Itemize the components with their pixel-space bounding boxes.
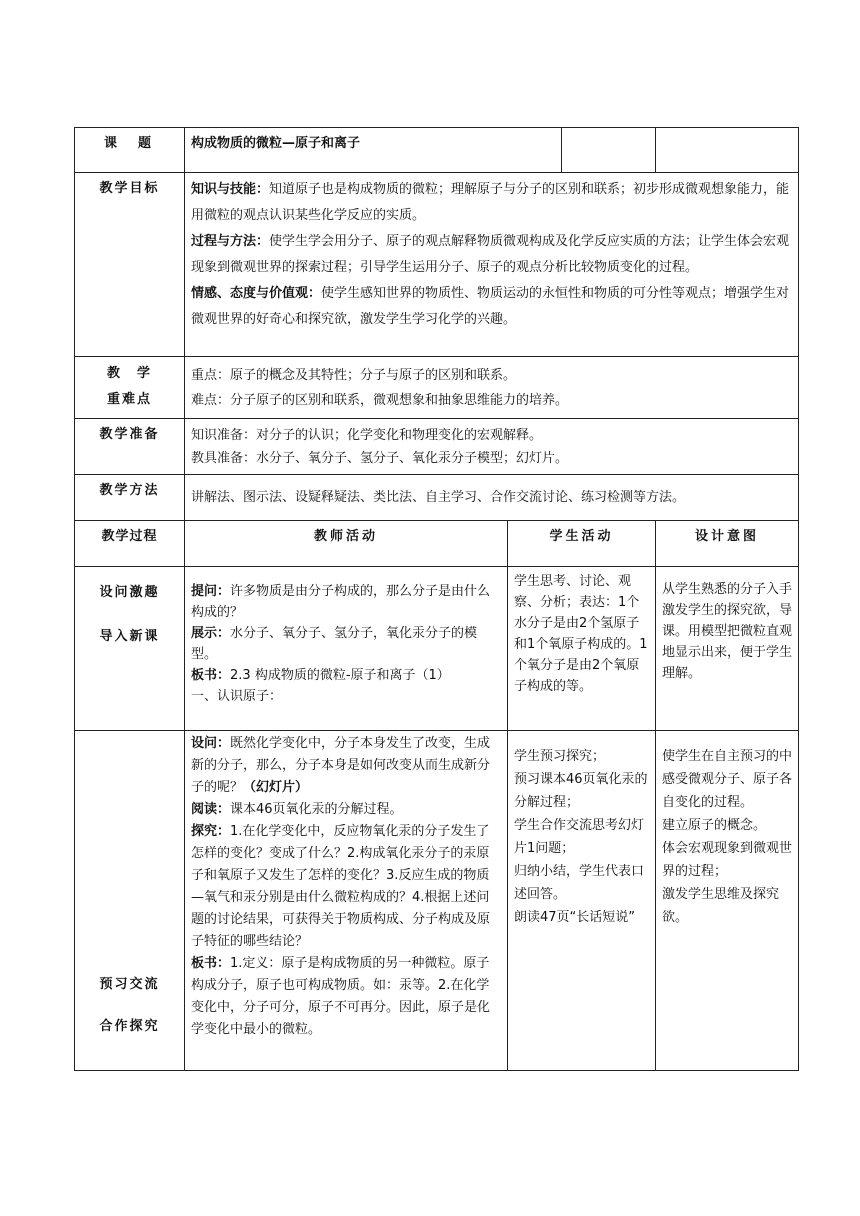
objectives-label: 教学目标	[75, 173, 185, 357]
key-point-difficulty: 难点：分子原子的区别和联系，微观想象和抽象思维能力的培养。	[191, 392, 569, 408]
stage2-label-line1: 预习交流	[99, 977, 160, 992]
key-points-label-line2: 重难点	[106, 392, 152, 407]
stage2-design-item: 建立原子的概念。	[662, 818, 767, 833]
stage1-row	[75, 567, 799, 731]
course-extra-cell-2	[656, 128, 799, 173]
stage2-question-head: 设问：	[191, 736, 231, 751]
objective-process	[191, 229, 792, 281]
stage1-board	[191, 665, 501, 686]
process-header-row	[75, 521, 799, 567]
stage2-design	[656, 731, 799, 1071]
stage2-board-head: 板书：	[191, 956, 231, 971]
stage1-display	[191, 623, 501, 665]
student-activity-header: 学生活动	[508, 521, 656, 567]
stage2-student-item: 归纳小结，学生代表口述回答。	[514, 864, 645, 902]
objective-knowledge-text: 知道原子也是构成物质的微粒；理解原子与分子的区别和联系；初步形成微观想象能力，能用微粒的观点认识某些化学反应的实质。	[191, 182, 790, 223]
preparation-label: 教学准备	[75, 419, 185, 475]
stage2-student	[508, 731, 656, 1071]
objectives-row	[75, 173, 799, 357]
key-points-label	[75, 357, 185, 419]
lesson-plan-table	[74, 127, 799, 1071]
methods-content: 讲解法、图示法、设疑释疑法、类比法、自主学习、合作交流讨论、练习检测等方法。	[185, 475, 799, 521]
preparation-knowledge: 知识准备：对分子的认识；化学变化和物理变化的宏观解释。	[191, 427, 543, 443]
stage2-reading-head: 阅读：	[191, 802, 231, 817]
objective-knowledge-head: 知识与技能：	[191, 182, 270, 197]
methods-label: 教学方法	[75, 475, 185, 521]
preparation-row	[75, 419, 799, 475]
stage1-display-head: 展示：	[191, 626, 231, 641]
stage2-student-item: 朗读47页“长话短说”	[514, 910, 636, 925]
stage2-row	[75, 731, 799, 1071]
stage2-student-item: 学生合作交流思考幻灯片1问题；	[514, 818, 645, 856]
stage2-design-item: 激发学生思维及探究欲。	[662, 887, 780, 925]
course-row	[75, 128, 799, 173]
course-extra-cell-1	[562, 128, 656, 173]
objective-knowledge	[191, 177, 792, 229]
key-points-content	[185, 357, 799, 419]
stage2-design-item: 使学生在自主预习的中感受微观分子、原子各自变化的过程。	[662, 749, 793, 810]
stage1-question	[191, 581, 501, 623]
stage1-label-line1: 设问激趣	[99, 585, 160, 600]
stage2-reading-text: 课本46页氧化汞的分解过程。	[230, 802, 403, 817]
key-point-focus: 重点：原子的概念及其特性；分子与原子的区别和联系。	[191, 367, 517, 383]
preparation-tools: 教具准备：水分子、氧分子、氢分子、氧化汞分子模型；幻灯片。	[191, 450, 569, 466]
stage2-student-item: 学生预习探究；	[514, 749, 606, 764]
course-label: 课 题	[75, 128, 185, 173]
stage2-board-text: 1.定义：原子是构成物质的另一种微粒。原子构成分子，原子也可构成物质。如：汞等。2.在化学变化中，分子可分，原子不可再分。因此，原子是化学变化中最小的微粒。	[191, 956, 491, 1037]
stage2-student-item: 预习课本46页氧化汞的分解过程；	[514, 772, 648, 810]
stage1-question-text: 许多物质是由分子构成的，那么分子是由什么构成的？	[191, 584, 491, 620]
stage1-teacher	[185, 567, 508, 731]
objective-process-text: 使学生学会用分子、原子的观点解释物质微观构成及化学反应实质的方法；让学生体会宏观现象到微观世界的探索过程；引导学生运用分子、原子的观点分析比较物质变化的过程。	[191, 234, 790, 275]
stage2-explore	[191, 821, 501, 953]
process-label: 教学过程	[75, 521, 185, 567]
stage2-label-line2: 合作探究	[99, 1019, 160, 1034]
stage2-question	[191, 733, 501, 799]
stage1-student: 学生思考、讨论、观察、分析；表达：1个水分子是由2个氢原子和1个氧原子构成的。1个氧分子是由2个氧原子构成的等。	[508, 567, 656, 731]
objective-process-head: 过程与方法：	[191, 234, 270, 249]
stage1-question-head: 提问：	[191, 584, 231, 599]
teacher-activity-header: 教师活动	[185, 521, 508, 567]
stage2-question-text: 既然化学变化中，分子本身发生了改变，生成新的分子，那么，分子本身是如何改变从而生成新分子的呢？	[191, 736, 491, 795]
stage1-board-text: 2.3 构成物质的微粒-原子和离子（1）	[230, 668, 450, 683]
stage2-teacher	[185, 731, 508, 1071]
objective-attitude-text: 使学生感知世界的物质性、物质运动的永恒性和物质的可分性等观点；增强学生对微观世界的好奇心和探究欲，激发学生学习化学的兴趣。	[191, 286, 790, 327]
stage2-design-item: 体会宏观现象到微观世界的过程；	[662, 841, 793, 879]
objectives-content	[185, 173, 799, 357]
stage1-display-text: 水分子、氧分子、氢分子，氧化汞分子的模型。	[191, 626, 478, 662]
key-points-label-line1: 教 学	[106, 366, 152, 381]
design-intent-header: 设计意图	[656, 521, 799, 567]
preparation-content	[185, 419, 799, 475]
stage1-board-head: 板书：	[191, 668, 231, 683]
stage1-board-extra: 一、认识原子：	[191, 689, 283, 704]
stage1-label-line2: 导入新课	[99, 629, 160, 644]
stage1-design: 从学生熟悉的分子入手激发学生的探究欲，导课。用模型把微粒直观地显示出来，便于学生理解。	[656, 567, 799, 731]
stage1-label	[75, 567, 185, 731]
stage2-question-tag: （幻灯片）	[243, 780, 309, 795]
key-points-row	[75, 357, 799, 419]
objective-attitude-head: 情感、态度与价值观：	[191, 286, 322, 301]
methods-row	[75, 475, 799, 521]
course-title: 构成物质的微粒—原子和离子	[185, 128, 562, 173]
objective-attitude	[191, 281, 792, 333]
stage2-reading	[191, 799, 501, 821]
stage2-explore-head: 探究：	[191, 824, 231, 839]
stage2-explore-text: 1.在化学变化中，反应物氧化汞的分子发生了怎样的变化？变成了什么？2.构成氧化汞分子的汞原子和氧原子又发生了怎样的变化？3.反应生成的物质—氧气和汞分别是由什么微粒构成的？4.根据上述问题的讨论结果，可获得关于物质构成、分子构成及原子特征的哪些结论？	[191, 824, 491, 949]
stage2-board	[191, 953, 501, 1041]
stage2-label	[75, 731, 185, 1071]
